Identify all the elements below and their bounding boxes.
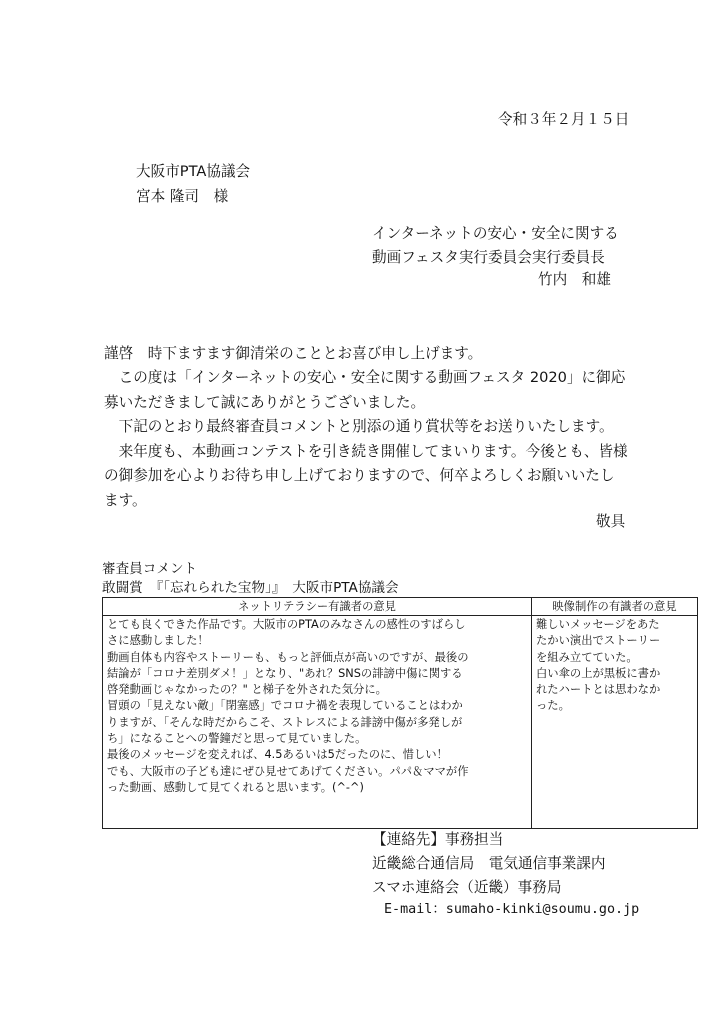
comment-line: 啓発動画じゃなかったの？" と梯子を外された気分に。 <box>107 683 387 697</box>
body-line: 下記のとおり最終審査員コメントと別添の通り賞状等をお送りいたします。 <box>104 418 614 435</box>
closing-keigu: 敬具 <box>596 513 626 530</box>
body-line: の御参加を心よりお待ち申し上げておりますので、何卒よろしくお願いいたし <box>104 467 615 484</box>
review-comments-table <box>102 597 698 829</box>
comment-line: れたハートとは思わなか <box>536 683 661 697</box>
comment-line: りますが、「そんな時だからこそ、ストレスによる誹謗中傷が多発しが <box>107 715 463 729</box>
comment-line: った動画、感動して見てくれると思います。(^-^) <box>107 780 364 794</box>
body-line: 募いただきまして誠にありがとうございました。 <box>104 394 426 411</box>
body-line: ます。 <box>104 492 147 509</box>
comment-line: 難しいメッセージをあた <box>536 618 660 631</box>
comment-line: を組み立てていた。 <box>536 650 638 664</box>
contact-line-1: 近畿総合通信局 電気通信事業課内 <box>372 855 606 872</box>
comment-line: さに感動しました！ <box>107 634 209 648</box>
comment-line: 白い傘の上が黒板に書か <box>536 666 661 680</box>
literacy-comment-cell <box>103 616 532 829</box>
contact-line-2: スマホ連絡会（近畿）事務局 <box>372 879 562 896</box>
body-line: この度は「インターネットの安心・安全に関する動画フェスタ 2020」に御応 <box>104 369 626 386</box>
comment-line: たかい演出でストーリー <box>536 634 661 648</box>
letter-date: 令和３年２月１５日 <box>498 111 630 128</box>
comment-line: 冒頭の「見えない敵」「閉塞感」でコロナ禍を表現していることはわか <box>107 699 463 713</box>
video-comment-cell <box>532 616 698 829</box>
sender-name: 竹内 和雄 <box>538 271 611 288</box>
award-line: 敢闘賞 『「忘れられた宝物」』 大阪市PTA協議会 <box>102 580 399 596</box>
comment-line: 動画自体も内容やストーリーも、もっと評価点が高いのですが、最後の <box>107 650 469 664</box>
comment-line: 結論が「コロナ差別ダメ！」となり、"あれ？SNSの誹謗中傷に関する <box>107 666 463 680</box>
contact-email[interactable]: E-mail：sumaho-kinki@soumu.go.jp <box>384 902 640 917</box>
column-header-video: 映像制作の有識者の意見 <box>532 598 698 616</box>
recipient-name: 宮本 隆司 様 <box>136 188 229 205</box>
comment-line: った。 <box>536 699 570 713</box>
comment-line: 最後のメッセージを変えれば、4.5あるいは5だったのに、惜しい！ <box>107 748 448 762</box>
body-line: 謹啓 時下ますます御清栄のこととお喜び申し上げます。 <box>104 345 483 362</box>
sender-line-2: 動画フェスタ実行委員会実行委員長 <box>372 249 605 266</box>
comment-line: とても良くできた作品です。大阪市のPTAのみなさんの感性のすばらし <box>107 618 466 631</box>
review-section-title: 審査員コメント <box>102 561 198 577</box>
contact-heading: 【連絡先】事務担当 <box>372 831 504 848</box>
sender-line-1: インターネットの安心・安全に関する <box>372 225 619 242</box>
comment-line: ち」になることへの警鐘だと思って見ていました。 <box>107 732 367 746</box>
comment-line: でも、大阪市の子ども達にぜひ見せてあげてください。パパ＆ママが作 <box>107 764 469 778</box>
body-line: 来年度も、本動画コンテストを引き続き開催してまいります。今後とも、皆様 <box>104 443 628 460</box>
column-header-literacy: ネットリテラシー有識者の意見 <box>103 598 532 616</box>
recipient-organization: 大阪市PTA協議会 <box>136 163 251 180</box>
